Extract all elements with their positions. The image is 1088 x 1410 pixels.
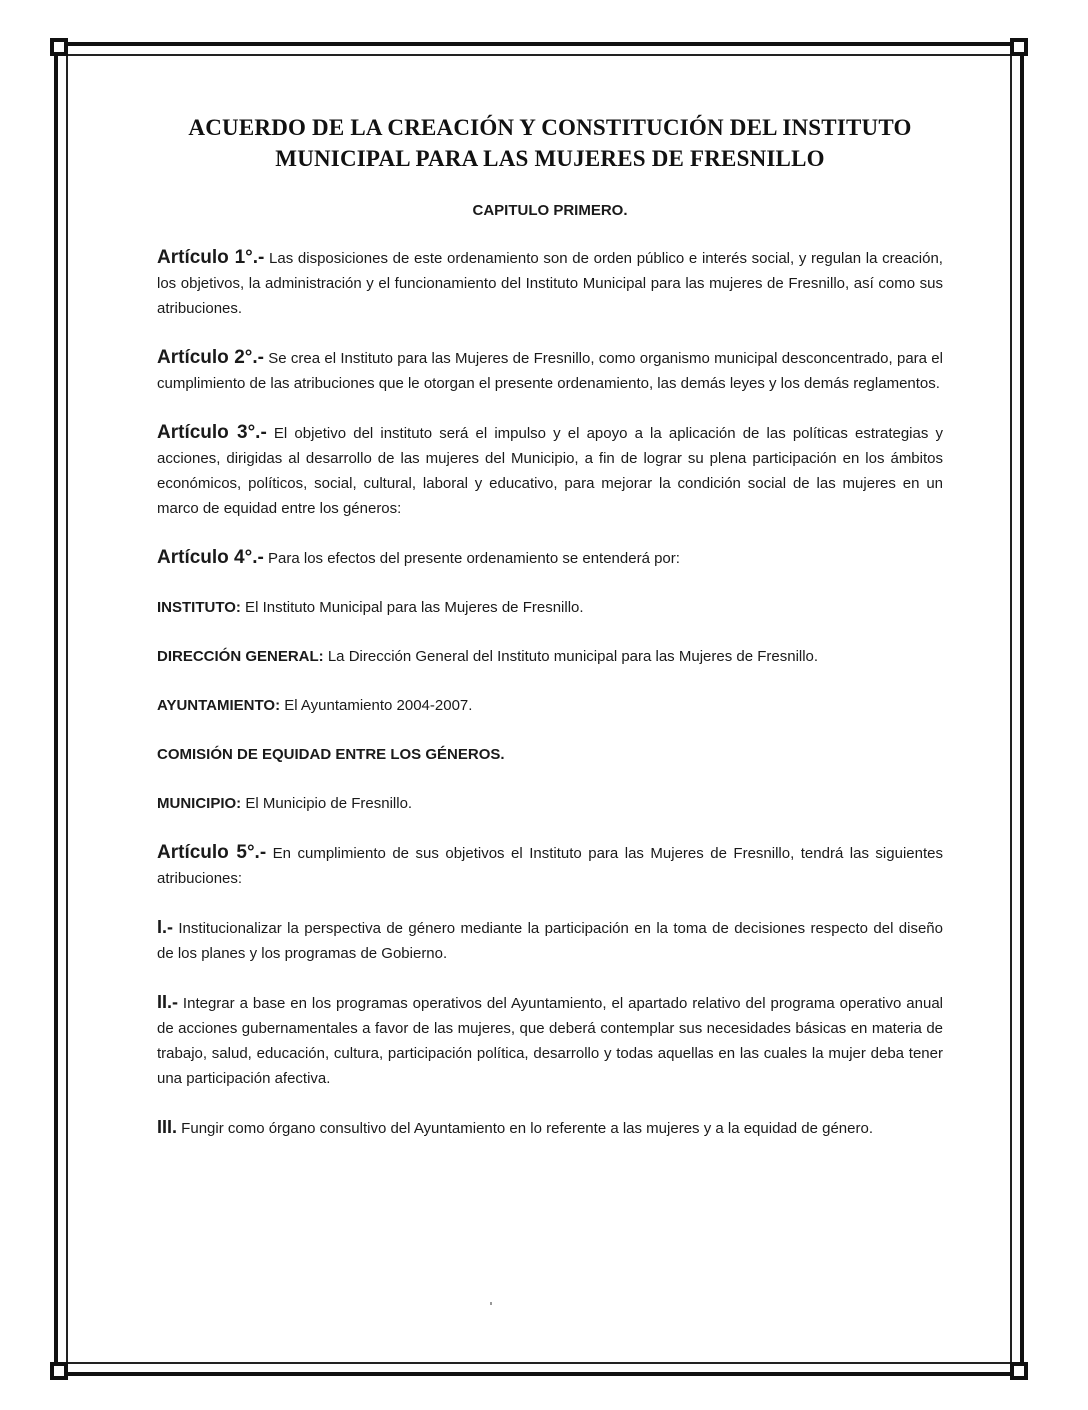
attribution-numeral: II.- — [157, 992, 178, 1012]
definition-term: MUNICIPIO: — [157, 795, 242, 812]
article-text: Las disposiciones de este ordenamiento son de orden público e interés social, y regulan la creación, los objetivos, la administración y el funcionamiento del Instituto Municipal para las mujeres de Fresnillo, así como sus atribuciones. — [157, 250, 943, 317]
attribution-text: Integrar a base en los programas operativos del Ayuntamiento, el apartado relativo del programa operativo anual de acciones gubernamentales a favor de las mujeres, que deberá contemplar sus necesidades básicas en materia de trabajo, salud, educación, cultura, participación política, desarrollo y todas aquellas en las cuales la mujer deba tener una participación afectiva. — [157, 995, 943, 1087]
attribution-numeral: I.- — [157, 917, 173, 937]
document-title — [157, 112, 943, 174]
attribution-numeral: III. — [157, 1117, 178, 1137]
article-heading: Artículo 2°.- — [157, 347, 264, 368]
article-4 — [157, 545, 943, 571]
document-body — [157, 112, 943, 1165]
definition-term: COMISIÓN DE EQUIDAD ENTRE LOS GÉNEROS. — [157, 746, 505, 763]
attribution-text: Institucionalizar la perspectiva de género mediante la participación en la toma de decisiones respecto del diseño de los planes y los programas de Gobierno. — [157, 920, 943, 962]
chapter-heading: CAPITULO PRIMERO. — [472, 202, 628, 219]
border-corner-bottom-right — [1010, 1362, 1028, 1380]
definition-text: El Ayuntamiento 2004-2007. — [280, 697, 473, 714]
definition-direccion-general — [157, 644, 943, 669]
article-heading: Artículo 3°.- — [157, 422, 267, 443]
article-heading: Artículo 4°.- — [157, 547, 264, 568]
article-2 — [157, 345, 943, 396]
article-text: Para los efectos del presente ordenamiento se entenderá por: — [263, 550, 680, 567]
article-5 — [157, 840, 943, 891]
attribution-i — [157, 915, 943, 966]
definition-text: La Dirección General del Instituto municipal para las Mujeres de Fresnillo. — [323, 648, 819, 665]
definition-instituto — [157, 595, 943, 620]
definition-text: El Municipio de Fresnillo. — [241, 795, 413, 812]
article-heading: Artículo 5°.- — [157, 842, 267, 863]
article-text: Se crea el Instituto para las Mujeres de Fresnillo, como organismo municipal desconcentrado, para el cumplimiento de las atribuciones que le otorgan el presente ordenamiento, las demás leyes y los demás reglamentos. — [157, 350, 943, 392]
article-3 — [157, 420, 943, 521]
document-title-line1: ACUERDO DE LA CREACIÓN Y CONSTITUCIÓN DEL INSTITUTO — [188, 115, 912, 140]
definition-term: AYUNTAMIENTO: — [157, 697, 281, 714]
border-corner-bottom-left — [50, 1362, 68, 1380]
scan-speck — [490, 1302, 492, 1305]
article-heading: Artículo 1°.- — [157, 247, 265, 268]
definition-term: INSTITUTO: — [157, 599, 241, 616]
attribution-ii — [157, 990, 943, 1091]
document-title-line2: MUNICIPAL PARA LAS MUJERES DE FRESNILLO — [275, 146, 825, 171]
definition-ayuntamiento — [157, 693, 943, 718]
definition-municipio — [157, 791, 943, 816]
definition-text: El Instituto Municipal para las Mujeres de Fresnillo. — [240, 599, 584, 616]
definition-term: DIRECCIÓN GENERAL: — [157, 648, 324, 665]
attribution-iii — [157, 1115, 943, 1141]
border-corner-top-right — [1010, 38, 1028, 56]
article-text: En cumplimiento de sus objetivos el Instituto para las Mujeres de Fresnillo, tendrá las siguientes atribuciones: — [157, 845, 943, 887]
article-text: El objetivo del instituto será el impulso y el apoyo a la aplicación de las políticas estrategias y acciones, dirigidas al desarrollo de las mujeres del Municipio, a fin de lograr su plena participación en los ámbitos económicos, políticos, social, cultural, laboral y educativo, para mejorar la condición social de las mujeres en un marco de equidad entre los géneros: — [157, 425, 943, 517]
article-1 — [157, 245, 943, 321]
definition-comision — [157, 742, 943, 767]
attribution-text: Fungir como órgano consultivo del Ayuntamiento en lo referente a las mujeres y a la equidad de género. — [177, 1120, 873, 1137]
border-corner-top-left — [50, 38, 68, 56]
